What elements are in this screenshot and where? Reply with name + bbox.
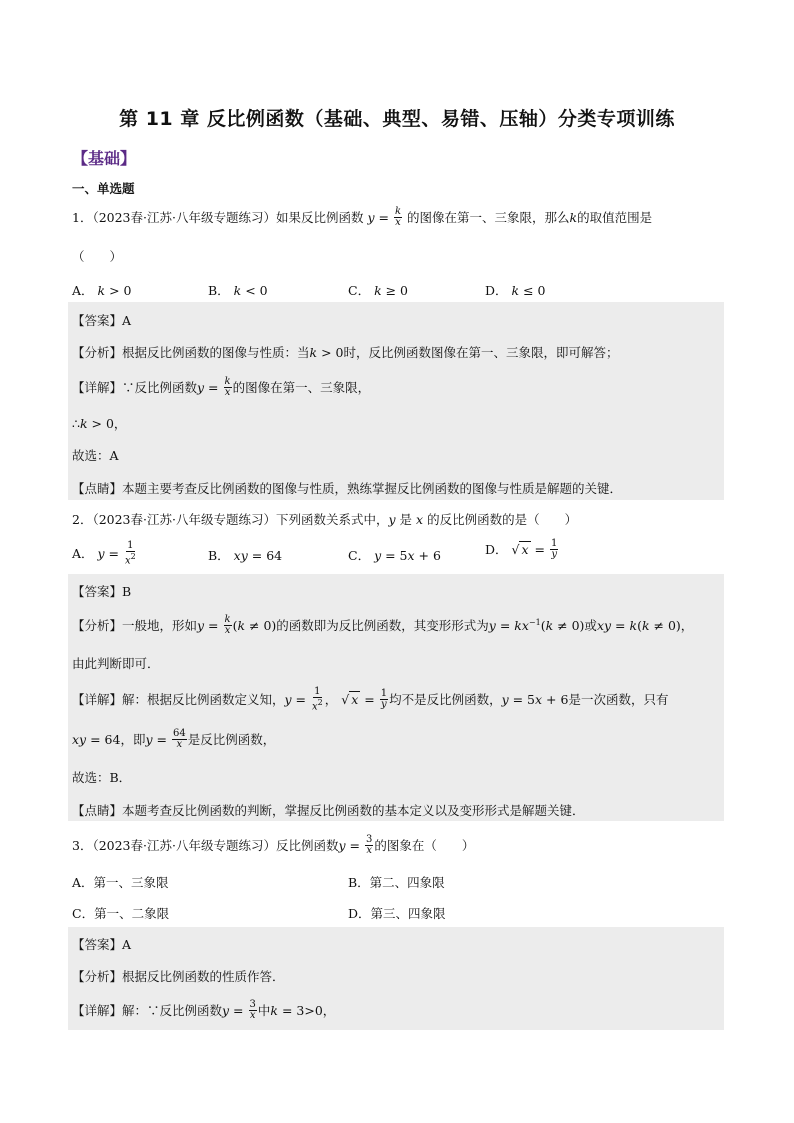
q3-option-a: A．第一、三象限 (72, 875, 169, 890)
page-title: 第 11 章 反比例函数（基础、典型、易错、压轴）分类专项训练 (119, 108, 675, 130)
q2-stem-text3: 的反比例函数的是（ ） (427, 512, 578, 527)
q2-option-d: D． √ x = $\frac{1}{y}$ (485, 538, 558, 560)
q3-detail-text2: 中 (257, 1003, 271, 1018)
option-label: C． (348, 283, 371, 298)
q1-paren: （ ） (72, 249, 123, 264)
option-label: D． (485, 542, 508, 557)
q1-option-d: D． k ≤ 0 (485, 283, 546, 298)
comma: ， (680, 618, 694, 633)
q1-detail: 【详解】∵反比例函数y = $\frac{k}{x}$ 的图像在第一、三象限， (72, 376, 371, 398)
q1-solution-box (68, 302, 724, 500)
q2-option-b: B． xy = 64 (208, 548, 283, 563)
q2-detail-text4: ，即 (120, 732, 146, 747)
q1-analysis: 【分析】根据反比例函数的图像与性质：当k > 0时，反比例函数图像在第一、三象限，即可解答； (72, 345, 619, 360)
q2-analysis-end: 由此判断即可． (72, 656, 160, 671)
comma: ， (324, 692, 338, 708)
q2-analysis-text2: 的函数即为反比例函数，其变形形式为 (276, 618, 489, 633)
q1-choice: 故选：A (72, 448, 119, 463)
section-heading: 一、单选题 (72, 181, 135, 196)
q3-answer: 【答案】A (72, 937, 132, 952)
q2-comment: 【点睛】本题考查反比例函数的判断，掌握反比例函数的基本定义以及变形形式是解题关键． (72, 803, 585, 818)
option-label: A． (72, 283, 94, 298)
option-label: A． (72, 546, 94, 562)
q1-therefore: ∴k > 0， (72, 416, 127, 431)
q3-detail-text: 【详解】解：∵反比例函数 (72, 1003, 223, 1018)
option-label: B． (208, 548, 230, 563)
comma: ， (322, 1003, 336, 1018)
q3-option-b: B．第二、四象限 (348, 875, 445, 890)
q2-detail-text3: 是一次函数，只有 (568, 692, 669, 708)
q2-analysis-text3: 或 (584, 618, 597, 633)
q3-stem-text: 3．（2023春·江苏·八年级专题练习）反比例函数 (72, 838, 339, 853)
q1-answer: 【答案】A (72, 313, 132, 328)
q2-option-c: C． y = 5x + 6 (348, 548, 441, 563)
q1-analysis-text: 【分析】根据反比例函数的图像与性质：当 (72, 345, 310, 360)
q2-detail-text: 【详解】解：根据反比例函数定义知， (72, 692, 285, 708)
option-label: D． (485, 283, 508, 298)
q1-stem-text: 1．（2023春·江苏·八年级专题练习）如果反比例函数 (72, 210, 364, 225)
q2-analysis: 【分析】一般地，形如y = $\frac{k}{x}$ (k ≠ 0)的函数即为反比例函数，其变形形式为$y = kx^{-1}(k \ne 0)$或xy = k(k ≠ 0)， (72, 614, 694, 636)
q2-stem-text2: 是 (399, 512, 413, 527)
q2-stem-text: 2．（2023春·江苏·八年级专题练习）下列函数关系式中， (72, 512, 389, 527)
q1-option-a: A． k > 0 (72, 283, 132, 298)
q2-stem: 2．（2023春·江苏·八年级专题练习）下列函数关系式中，y 是 x 的反比例函数的是（ ） (72, 512, 578, 527)
option-label: B． (208, 283, 230, 298)
q3-analysis: 【分析】根据反比例函数的性质作答． (72, 969, 285, 984)
q1-stem: 1．（2023春·江苏·八年级专题练习）如果反比例函数 y = $\frac{k}{x}$ 的图像在第一、三象限，那么k的取值范围是 (72, 206, 653, 228)
q1-comment: 【点睛】本题主要考查反比例函数的图像与性质，熟练掌握反比例函数的图像与性质是解题的关键． (72, 481, 623, 496)
q2-detail-text2: 均不是反比例函数， (389, 692, 502, 708)
q2-detail: 【详解】解：根据反比例函数定义知，y = $\frac{1}{x^2}$ ， √ x = $\frac{1}{y}$ 均不是反比例函数，y = 5x + 6是一次函数，只有 (72, 686, 669, 713)
q1-detail-text2: 的图像在第一、三象限， (232, 380, 371, 395)
q1-stem-text3: 的取值范围是 (577, 210, 653, 225)
q3-stem: 3．（2023春·江苏·八年级专题练习）反比例函数y = $\frac{3}{x}$ 的图象在（ ） (72, 834, 475, 856)
q1-analysis-text2: 时，反比例函数图像在第一、三象限，即可解答； (343, 345, 619, 360)
q3-option-c: C．第一、二象限 (72, 906, 170, 921)
q2-detail-line2: xy = 64，即y = $\frac{64}{x}$ 是反比例函数， (72, 728, 276, 750)
q1-stem-text2: 的图像在第一、三象限，那么 (406, 210, 570, 225)
q2-analysis-text: 【分析】一般地，形如 (72, 618, 198, 633)
section-tag: 【基础】 (72, 149, 137, 168)
q3-stem-text2: 的图象在（ ） (374, 838, 475, 853)
q1-option-c: C． k ≥ 0 (348, 283, 409, 298)
q2-option-a: A． y = $\frac{1}{x^2}$ (72, 540, 136, 567)
q1-option-b: B． k < 0 (208, 283, 268, 298)
q3-option-d: D．第三、四象限 (348, 906, 446, 921)
option-label: C． (348, 548, 371, 563)
q2-detail-text5: 是反比例函数， (187, 732, 276, 747)
q2-answer: 【答案】B (72, 584, 132, 599)
q3-detail: 【详解】解：∵反比例函数y = $\frac{3}{x}$ 中k = 3>0， (72, 999, 336, 1021)
therefore-symbol: ∴ (72, 416, 80, 431)
q1-detail-text: 【详解】∵反比例函数 (72, 380, 198, 395)
q2-choice: 故选：B． (72, 770, 132, 785)
q1-fraction: $\frac{k}{x}$ (394, 206, 401, 228)
comma: ， (113, 416, 127, 431)
